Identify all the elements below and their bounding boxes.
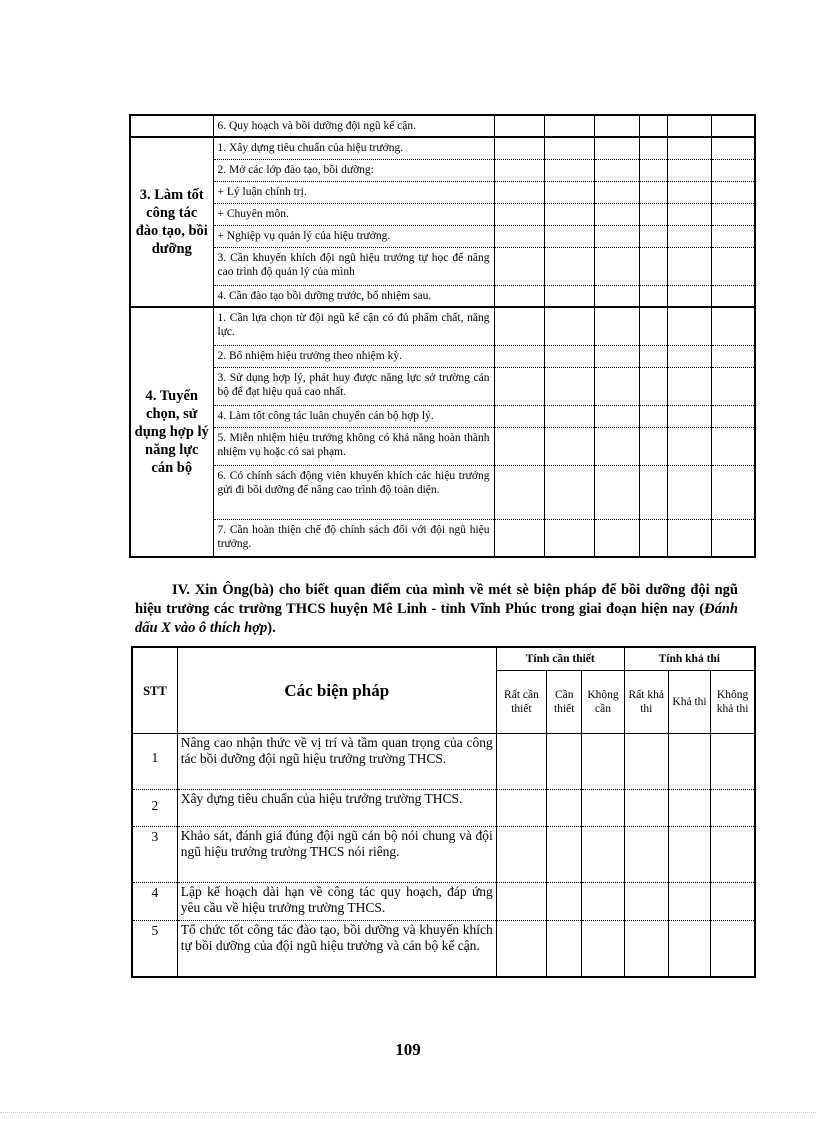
- rating-cell[interactable]: [639, 137, 667, 159]
- rating-cell[interactable]: [494, 519, 544, 557]
- check-cell[interactable]: [668, 883, 710, 921]
- rating-cell[interactable]: [494, 367, 544, 405]
- rating-cell[interactable]: [544, 307, 594, 345]
- measure-item: + Chuyên môn.: [213, 203, 494, 225]
- section-iv-heading: [135, 581, 738, 638]
- rating-cell[interactable]: [711, 345, 755, 367]
- rating-cell[interactable]: [594, 307, 639, 345]
- rating-cell[interactable]: [667, 225, 711, 247]
- option-feasible: Khả thi: [668, 671, 710, 734]
- rating-cell[interactable]: [544, 427, 594, 465]
- rating-cell[interactable]: [711, 519, 755, 557]
- check-cell[interactable]: [547, 790, 582, 827]
- row-number: 3: [132, 827, 177, 883]
- rating-cell[interactable]: [494, 115, 544, 137]
- measure-item: + Nghiệp vụ quản lý của hiệu trưởng.: [213, 225, 494, 247]
- row-number: 1: [132, 734, 177, 790]
- rating-cell[interactable]: [667, 159, 711, 181]
- check-cell[interactable]: [711, 790, 755, 827]
- rating-cell[interactable]: [711, 285, 755, 307]
- rating-cell[interactable]: [494, 285, 544, 307]
- heading-main: IV. Xin Ông(bà) cho biết quan điểm của mình về mét sè biện pháp để bồi dưỡng đội ngũ hiệu trưởng các trường THCS huyện Mê Linh - tỉnh Vĩnh Phúc trong giai đoạn hiện nay (: [135, 582, 738, 617]
- measure-text: Khảo sát, đánh giá đúng đội ngũ cán bộ nói chung và đội ngũ hiệu trưởng trường THCS nói riêng.: [177, 827, 496, 883]
- check-cell[interactable]: [624, 827, 668, 883]
- check-cell[interactable]: [624, 883, 668, 921]
- rating-cell[interactable]: [667, 519, 711, 557]
- check-cell[interactable]: [496, 921, 546, 977]
- rating-cell[interactable]: [544, 367, 594, 405]
- check-cell[interactable]: [496, 790, 546, 827]
- rating-cell[interactable]: [494, 345, 544, 367]
- rating-cell[interactable]: [594, 405, 639, 427]
- rating-cell[interactable]: [544, 247, 594, 285]
- check-cell[interactable]: [668, 734, 710, 790]
- rating-cell[interactable]: [594, 285, 639, 307]
- rating-cell[interactable]: [711, 115, 755, 137]
- check-cell[interactable]: [547, 921, 582, 977]
- rating-cell[interactable]: [544, 345, 594, 367]
- rating-cell[interactable]: [639, 247, 667, 285]
- header-row: [132, 647, 755, 671]
- check-cell[interactable]: [582, 734, 624, 790]
- rating-cell[interactable]: [494, 137, 544, 159]
- option-necessary: Cần thiết: [547, 671, 582, 734]
- rating-cell[interactable]: [639, 225, 667, 247]
- table-row: [132, 883, 755, 921]
- check-cell[interactable]: [624, 734, 668, 790]
- measure-item: 4. Cần đào tạo bồi dưỡng trước, bổ nhiệm sau.: [213, 285, 494, 307]
- check-cell[interactable]: [668, 827, 710, 883]
- table-row: [130, 285, 755, 307]
- rating-cell[interactable]: [711, 465, 755, 519]
- rating-cell[interactable]: [544, 181, 594, 203]
- option-not-feasible: Không khả thi: [711, 671, 755, 734]
- measure-item: 2. Mở các lớp đào tạo, bồi dưỡng:: [213, 159, 494, 181]
- rating-cell[interactable]: [544, 285, 594, 307]
- rating-cell[interactable]: [667, 115, 711, 137]
- check-cell[interactable]: [668, 921, 710, 977]
- heading-tail: ).: [267, 620, 276, 636]
- check-cell[interactable]: [496, 827, 546, 883]
- rating-cell[interactable]: [667, 405, 711, 427]
- rating-cell[interactable]: [594, 367, 639, 405]
- rating-cell[interactable]: [667, 307, 711, 345]
- group-label-training: 3. Làm tốt công tác đào tạo, bồi dưỡng: [130, 137, 213, 307]
- rating-cell[interactable]: [494, 203, 544, 225]
- rating-cell[interactable]: [594, 345, 639, 367]
- table-row: [130, 225, 755, 247]
- table-row: [130, 203, 755, 225]
- table-row: [130, 519, 755, 557]
- rating-cell[interactable]: [544, 405, 594, 427]
- page-edge-divider: [0, 1112, 816, 1113]
- rating-cell[interactable]: [711, 247, 755, 285]
- check-cell[interactable]: [711, 883, 755, 921]
- rating-cell[interactable]: [667, 345, 711, 367]
- measure-item: 1. Cần lựa chọn từ đội ngũ kế cận có đủ phẩm chất, năng lực.: [213, 307, 494, 345]
- table-row: [132, 734, 755, 790]
- table-row: [130, 115, 755, 137]
- rating-cell[interactable]: [544, 203, 594, 225]
- feasibility-header: Tính khả thi: [624, 647, 755, 671]
- rating-cell[interactable]: [494, 427, 544, 465]
- measure-item: 3. Sử dụng hợp lý, phát huy được năng lực sở trường cán bộ để đạt hiệu quả cao nhất.: [213, 367, 494, 405]
- check-cell[interactable]: [711, 734, 755, 790]
- table-row: [132, 790, 755, 827]
- rating-cell[interactable]: [667, 465, 711, 519]
- table-row: [130, 307, 755, 345]
- rating-cell[interactable]: [711, 137, 755, 159]
- rating-cell[interactable]: [594, 519, 639, 557]
- check-cell[interactable]: [547, 734, 582, 790]
- check-cell[interactable]: [582, 883, 624, 921]
- group-label-selection: 4. Tuyển chọn, sử dụng hợp lý năng lực cán bộ: [130, 307, 213, 557]
- rating-cell[interactable]: [711, 181, 755, 203]
- rating-cell[interactable]: [639, 159, 667, 181]
- check-cell[interactable]: [547, 883, 582, 921]
- measure-text: Xây dựng tiêu chuẩn của hiệu trưởng trường THCS.: [177, 790, 496, 827]
- rating-cell[interactable]: [494, 465, 544, 519]
- check-cell[interactable]: [711, 921, 755, 977]
- necessity-header: Tính cần thiết: [496, 647, 624, 671]
- option-very-necessary: Rất cần thiết: [496, 671, 546, 734]
- rating-cell[interactable]: [711, 427, 755, 465]
- table-row: [130, 427, 755, 465]
- measure-item: 4. Làm tốt công tác luân chuyển cán bộ hợp lý.: [213, 405, 494, 427]
- measures-rating-table: [131, 646, 756, 978]
- rating-cell[interactable]: [639, 519, 667, 557]
- option-not-necessary: Không cần: [582, 671, 624, 734]
- table-row: [130, 159, 755, 181]
- rating-cell[interactable]: [639, 405, 667, 427]
- rating-cell[interactable]: [639, 203, 667, 225]
- page-number: 109: [395, 1040, 421, 1059]
- rating-cell[interactable]: [667, 367, 711, 405]
- table-row: [130, 247, 755, 285]
- rating-cell[interactable]: [594, 159, 639, 181]
- rating-cell[interactable]: [667, 137, 711, 159]
- check-cell[interactable]: [668, 790, 710, 827]
- check-cell[interactable]: [582, 790, 624, 827]
- rating-cell[interactable]: [667, 181, 711, 203]
- rating-cell[interactable]: [544, 465, 594, 519]
- rating-cell[interactable]: [639, 307, 667, 345]
- row-number: 5: [132, 921, 177, 977]
- measures-header: Các biện pháp: [177, 647, 496, 734]
- check-cell[interactable]: [496, 883, 546, 921]
- row-number: 4: [132, 883, 177, 921]
- measure-text: Lập kế hoạch dài hạn về công tác quy hoạch, đáp ứng yêu cầu về hiệu trưởng trường THCS.: [177, 883, 496, 921]
- rating-cell[interactable]: [667, 203, 711, 225]
- rating-cell[interactable]: [711, 225, 755, 247]
- rating-cell[interactable]: [594, 247, 639, 285]
- rating-cell[interactable]: [711, 367, 755, 405]
- option-very-feasible: Rất khả thi: [624, 671, 668, 734]
- measure-item: 7. Cần hoàn thiện chế độ chính sách đối với đội ngũ hiệu trưởng.: [213, 519, 494, 557]
- rating-cell[interactable]: [639, 367, 667, 405]
- measure-item: 2. Bổ nhiệm hiệu trưởng theo nhiệm kỳ.: [213, 345, 494, 367]
- measure-item: + Lý luận chính trị.: [213, 181, 494, 203]
- table-row: [130, 181, 755, 203]
- group-label-cell: [130, 115, 213, 137]
- rating-cell[interactable]: [594, 427, 639, 465]
- rating-cell[interactable]: [667, 247, 711, 285]
- rating-cell[interactable]: [594, 203, 639, 225]
- check-cell[interactable]: [547, 827, 582, 883]
- rating-cell[interactable]: [594, 115, 639, 137]
- rating-cell[interactable]: [544, 137, 594, 159]
- measure-item: 3. Cần khuyến khích đội ngũ hiệu trưởng tự học để nâng cao trình độ quản lý của mình: [213, 247, 494, 285]
- table-row: [132, 827, 755, 883]
- table-row: [130, 465, 755, 519]
- rating-cell[interactable]: [544, 159, 594, 181]
- measure-text: Nâng cao nhận thức về vị trí và tầm quan trọng của công tác bồi dưỡng đội ngũ hiệu trưởng trường THCS.: [177, 734, 496, 790]
- rating-cell[interactable]: [639, 181, 667, 203]
- table-row: [130, 405, 755, 427]
- check-cell[interactable]: [496, 734, 546, 790]
- heading-emphasis: Đánh dấu X vào ô thích hợp: [135, 601, 738, 636]
- rating-cell[interactable]: [639, 427, 667, 465]
- table-row: [130, 137, 755, 159]
- survey-table-continued: [129, 114, 756, 558]
- rating-cell[interactable]: [544, 519, 594, 557]
- rating-cell[interactable]: [667, 285, 711, 307]
- check-cell[interactable]: [624, 921, 668, 977]
- rating-cell[interactable]: [711, 307, 755, 345]
- rating-cell[interactable]: [639, 285, 667, 307]
- check-cell[interactable]: [582, 827, 624, 883]
- rating-cell[interactable]: [667, 427, 711, 465]
- measure-item: 6. Có chính sách động viên khuyến khích các hiệu trưởng gửi đi bồi dưỡng để nâng cao trình độ toàn diện.: [213, 465, 494, 519]
- rating-cell[interactable]: [594, 465, 639, 519]
- rating-cell[interactable]: [494, 307, 544, 345]
- rating-cell[interactable]: [639, 465, 667, 519]
- rating-cell[interactable]: [639, 115, 667, 137]
- table-row: [130, 367, 755, 405]
- measure-text: Tổ chức tốt công tác đào tạo, bồi dưỡng và khuyến khích tự bồi dưỡng của đội ngũ hiệu trưởng và cán bộ kế cận.: [177, 921, 496, 977]
- rating-cell[interactable]: [711, 159, 755, 181]
- measure-item: 1. Xây dựng tiêu chuẩn của hiệu trưởng.: [213, 137, 494, 159]
- rating-cell[interactable]: [494, 225, 544, 247]
- rating-cell[interactable]: [544, 115, 594, 137]
- table-row: [130, 345, 755, 367]
- row-number: 2: [132, 790, 177, 827]
- measure-item: 6. Quy hoạch và bồi dưỡng đội ngũ kế cận.: [213, 115, 494, 137]
- rating-cell[interactable]: [494, 247, 544, 285]
- stt-header: STT: [132, 647, 177, 734]
- measure-item: 5. Miễn nhiệm hiệu trưởng không có khả năng hoàn thành nhiệm vụ hoặc có sai phạm.: [213, 427, 494, 465]
- check-cell[interactable]: [711, 827, 755, 883]
- rating-cell[interactable]: [594, 225, 639, 247]
- rating-cell[interactable]: [494, 405, 544, 427]
- rating-cell[interactable]: [494, 159, 544, 181]
- rating-cell[interactable]: [544, 225, 594, 247]
- rating-cell[interactable]: [494, 181, 544, 203]
- rating-cell[interactable]: [639, 345, 667, 367]
- rating-cell[interactable]: [711, 203, 755, 225]
- rating-cell[interactable]: [711, 405, 755, 427]
- rating-cell[interactable]: [594, 181, 639, 203]
- check-cell[interactable]: [624, 790, 668, 827]
- rating-cell[interactable]: [594, 137, 639, 159]
- check-cell[interactable]: [582, 921, 624, 977]
- table-row: [132, 921, 755, 977]
